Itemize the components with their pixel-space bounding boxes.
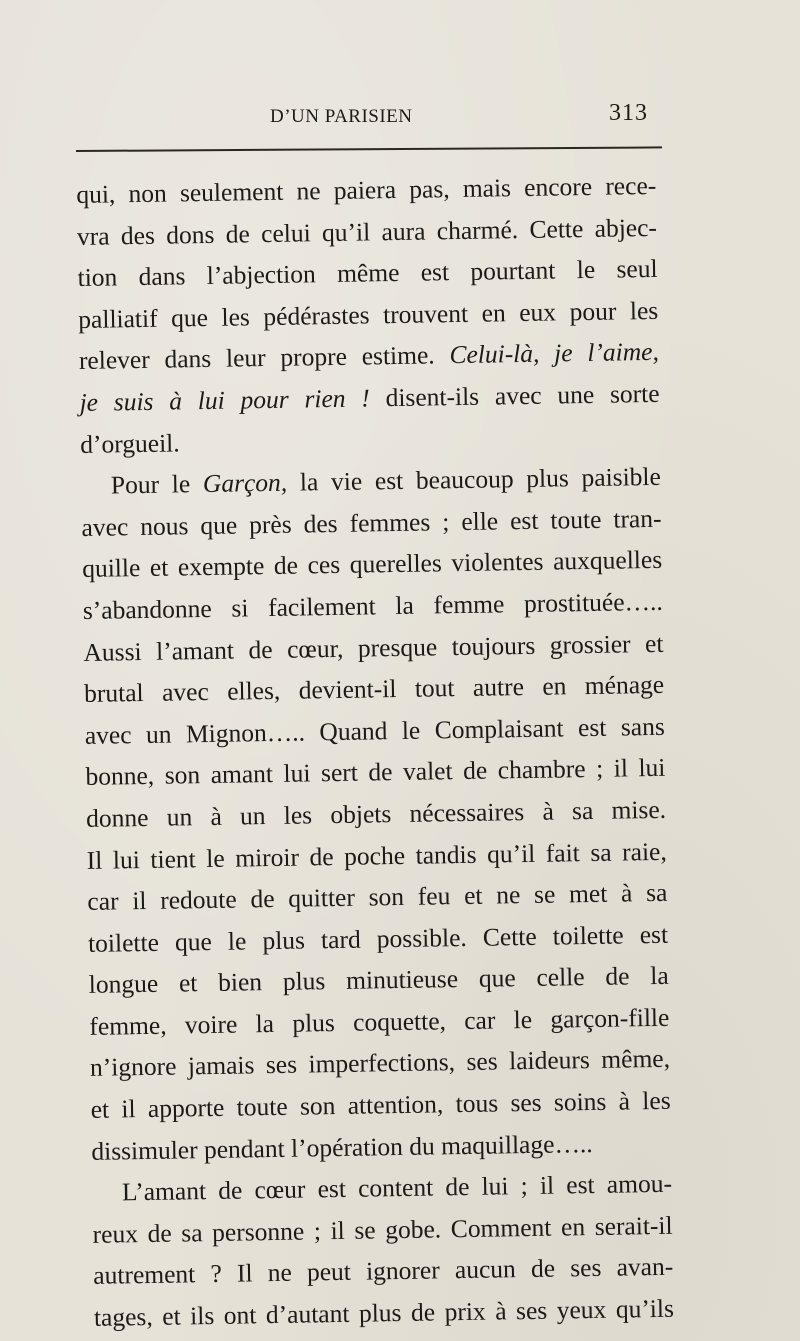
text-segment: s’abandonne si facilement la femme prostituée….. [82,586,664,625]
text-segment: quille et exempte de ces querelles violentes auxquelles [81,545,663,584]
text-segment: relever dans leur propre estime. [78,340,450,376]
text-segment: brutal avec elles, devient-il tout autre en ménage [83,669,665,709]
text-segment: avec nous que près des femmes ; elle est toute tran- [81,503,662,542]
text-segment: et il apporte toute son attention, tous ses soins à les [90,1085,671,1124]
text-segment: L’amant de cœur est content de lui ; il est amou- [121,1169,673,1207]
text-segment: Pour le [110,469,204,500]
running-head: D’UN PARISIEN [270,106,413,127]
text-segment: vra des dons de celui qu’il aura charmé. Cette abjec- [76,212,658,251]
text-segment: autrement ? Il ne peut ignorer aucun de ses avan- [93,1252,674,1291]
text-segment: dissimuler pendant l’opération du maquillage….. [91,1128,593,1166]
text-segment: Aussi l’amant de cœur, presque toujours grossier et [83,628,664,667]
text-segment: n’ignore jamais ses imperfections, ses laideurs même, [89,1044,671,1083]
text-segment: toilette que le plus tard possible. Cette toilette est [87,919,669,958]
text-line [94,1288,675,1339]
text-segment: qui, non seulement ne paiera pas, mais encore rece- [76,170,657,209]
italic-text: Garçon, [202,467,288,499]
header-rule [76,146,662,152]
text-segment: tion dans l’abjection même est pourtant le seul [77,254,658,293]
page-number: 313 [609,100,648,126]
text-segment: bonne, son amant lui sert de valet de chambre ; il lui [85,753,666,792]
text-segment: palliatif que les pédérastes trouvent en eux pour les [78,295,659,334]
text-segment: car il redoute de quitter son feu et ne se met à sa [87,877,668,917]
text-segment: disent-ils avec une sorte [369,378,660,413]
text-segment: d’orgueil. [80,427,180,459]
italic-text: je suis à lui pour rien ! [79,383,371,417]
text-segment: femme, voire la plus coquette, car le garçon-fille [89,1002,670,1041]
text-segment: avec un Mignon….. Quand le Complaisant est sans [84,711,665,750]
text-segment: reux de sa personne ; il se gobe. Comment en serait-il [92,1210,673,1249]
text-segment: longue et bien plus minutieuse que celle de la [88,961,669,1000]
text-segment: la vie est beaucoup plus paisible [286,462,662,497]
italic-text: Celui-là, je l’aime, [449,337,660,370]
text-segment: Il lui tient le miroir de poche tandis qu’il fait sa raie, [86,836,667,875]
text-segment: donne un à un les objets nécessaires à sa mise. [85,794,667,833]
text-segment: tages, et ils ont d’autant plus de prix à ses yeux qu’ils [93,1293,675,1332]
body-text [76,165,674,1339]
